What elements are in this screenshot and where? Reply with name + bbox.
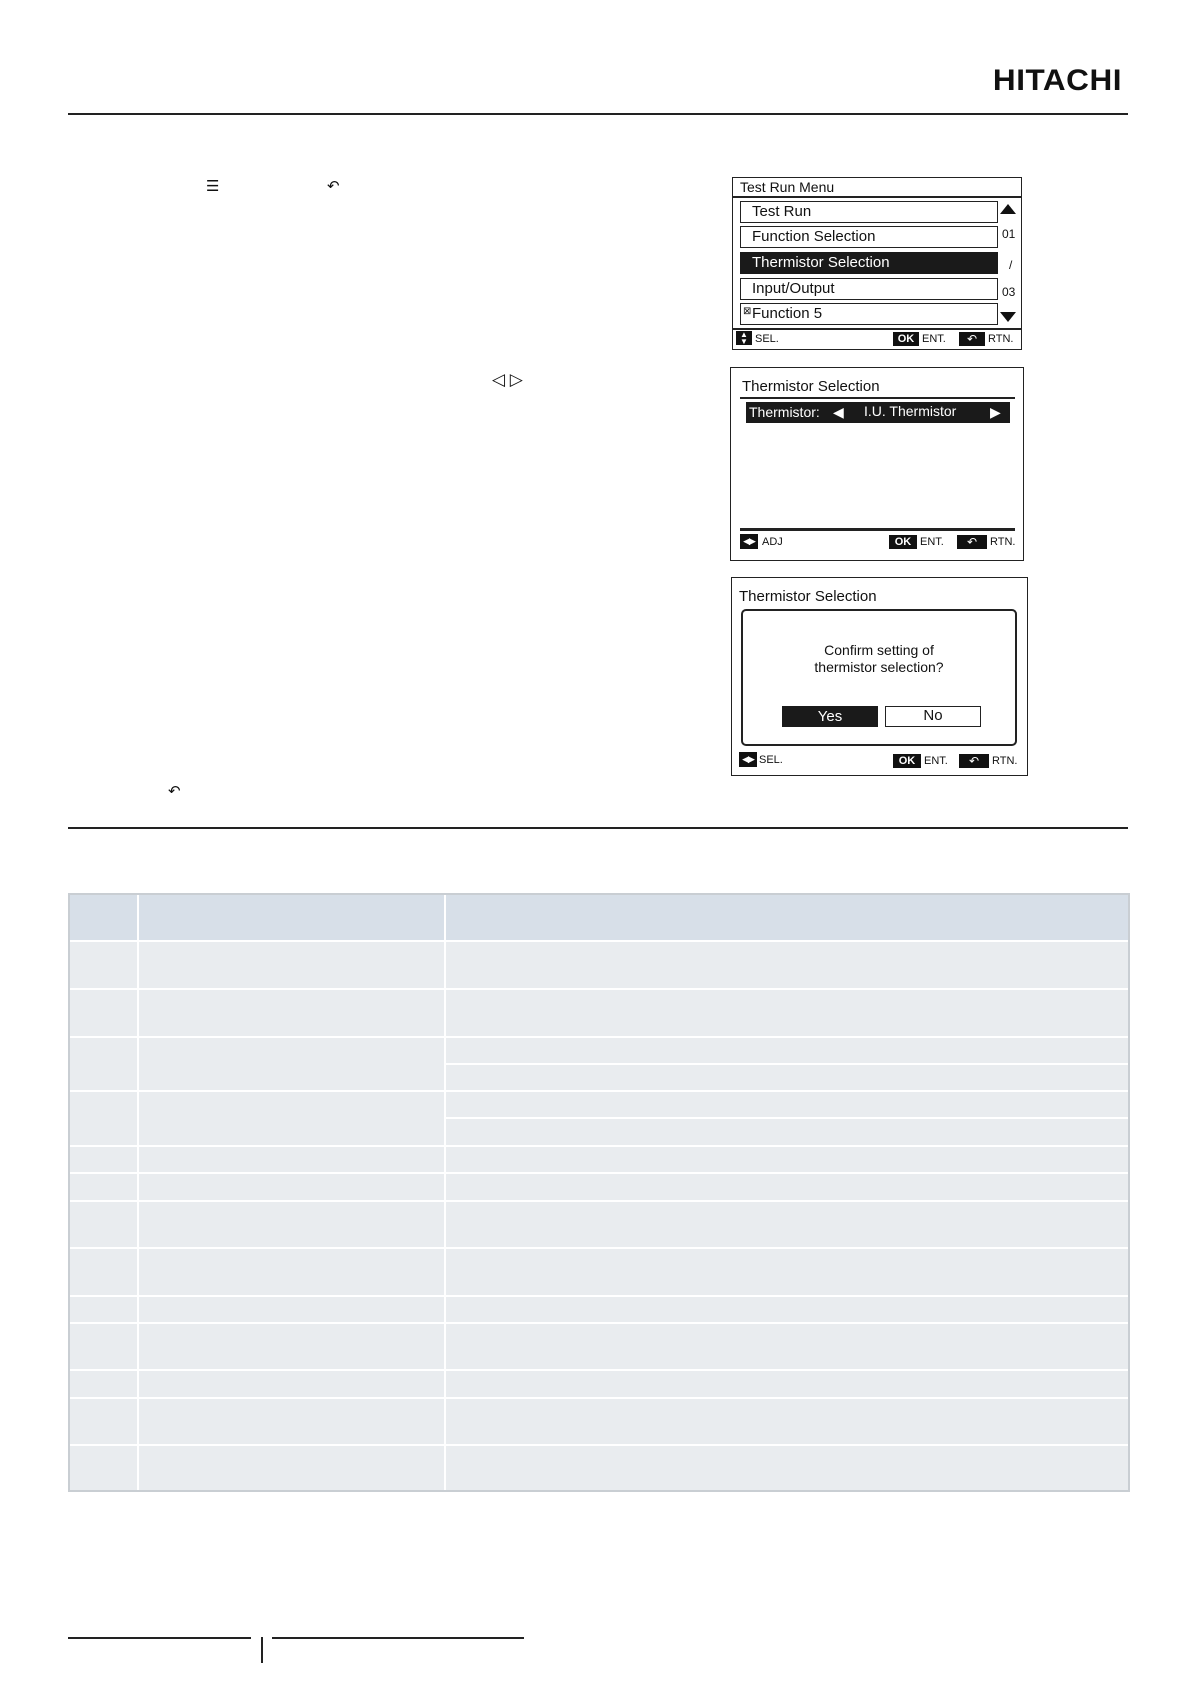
table-cell <box>138 1445 445 1492</box>
table-cell <box>138 1091 445 1146</box>
table-cell <box>445 1201 1131 1248</box>
table-cell <box>445 1248 1131 1296</box>
table-cell <box>445 1398 1131 1445</box>
screen-title: Test Run Menu <box>740 179 835 195</box>
menu-item-test-run[interactable] <box>740 201 998 223</box>
table-header-cell <box>69 894 138 941</box>
table-cell <box>69 989 138 1037</box>
section-divider <box>68 827 1128 829</box>
table-cell <box>138 1323 445 1370</box>
table-cell <box>445 1445 1131 1492</box>
next-arrow-icon[interactable]: ▶ <box>990 404 1001 420</box>
table-cell <box>138 1146 445 1173</box>
table-cell <box>445 1037 1131 1064</box>
table-cell <box>445 1146 1131 1173</box>
thermistor-selection-screen <box>730 367 1024 561</box>
footer-rule <box>740 528 1015 531</box>
brand-logo: HITACHI <box>992 64 1123 97</box>
footer-rtn: RTN. <box>988 333 1014 345</box>
return-icon: ↶ <box>327 178 340 195</box>
footer-ent: ENT. <box>920 536 944 548</box>
menu-item-function-5[interactable] <box>740 303 998 325</box>
previous-arrow-icon[interactable]: ◀ <box>833 404 844 420</box>
table-cell <box>445 989 1131 1037</box>
ok-badge: OK <box>889 535 917 549</box>
left-right-arrows-icon: ◁ ▷ <box>492 370 523 389</box>
menu-item-label: Function Selection <box>752 228 876 245</box>
table-cell <box>445 1118 1131 1146</box>
confirm-prompt-line-2: thermistor selection? <box>814 659 944 675</box>
table-cell <box>69 941 138 989</box>
ok-badge: OK <box>893 332 919 346</box>
footer-adj: ADJ <box>762 536 783 548</box>
table-cell <box>69 1296 138 1323</box>
table-cell <box>445 1173 1131 1201</box>
table-cell <box>445 1064 1131 1091</box>
table-cell <box>138 1037 445 1091</box>
return-icon: ↶ <box>957 535 987 549</box>
table-cell <box>445 941 1131 989</box>
menu-icon: ☰ <box>206 178 220 195</box>
table-cell <box>69 1323 138 1370</box>
table-cell <box>69 1370 138 1398</box>
table-row <box>69 1173 1131 1201</box>
confirm-prompt-line-1: Confirm setting of <box>824 642 934 658</box>
footer-sel: SEL. <box>755 333 779 345</box>
table-header-row <box>69 894 1131 941</box>
page-current: 01 <box>1002 227 1016 241</box>
menu-item-label: Input/Output <box>752 280 835 297</box>
table-row <box>69 1037 1131 1064</box>
menu-item-function-selection[interactable] <box>740 226 998 248</box>
table-row <box>69 1323 1131 1370</box>
table-cell <box>138 1173 445 1201</box>
footer-rule-right <box>272 1637 524 1639</box>
table-cell <box>445 1370 1131 1398</box>
menu-item-label: Function 5 <box>752 305 823 322</box>
table-row <box>69 1248 1131 1296</box>
table-row <box>69 1370 1131 1398</box>
footer-separator <box>261 1637 263 1663</box>
title-rule <box>740 397 1015 399</box>
thermistor-value: I.U. Thermistor <box>864 403 957 419</box>
menu-item-input-output[interactable] <box>740 278 998 300</box>
thermistor-table <box>68 893 1132 1493</box>
table-row <box>69 1398 1131 1445</box>
table-cell <box>69 1445 138 1492</box>
table-cell <box>138 1296 445 1323</box>
scroll-down-icon[interactable] <box>1000 312 1016 322</box>
table-cell <box>69 1146 138 1173</box>
table-cell <box>69 1091 138 1146</box>
screen-title: Thermistor Selection <box>742 378 880 395</box>
table-row <box>69 1146 1131 1173</box>
screen-title: Thermistor Selection <box>739 588 877 605</box>
footer-rtn: RTN. <box>990 536 1016 548</box>
table-cell <box>138 1201 445 1248</box>
table-cell <box>445 1091 1131 1118</box>
table-header-cell <box>445 894 1131 941</box>
table-cell <box>138 1398 445 1445</box>
table-cell <box>138 1370 445 1398</box>
left-right-icon: ◀▶ <box>739 752 757 767</box>
return-icon: ↶ <box>168 783 181 800</box>
table-cell <box>69 1173 138 1201</box>
footer-ent: ENT. <box>924 755 948 767</box>
header-divider <box>68 113 1128 115</box>
table-cell <box>138 989 445 1037</box>
table-row <box>69 989 1131 1037</box>
return-icon: ↶ <box>959 754 989 768</box>
footer-rule-left <box>68 1637 251 1639</box>
page-separator: / <box>1009 258 1013 272</box>
left-right-icon: ◀▶ <box>740 534 758 549</box>
table-cell <box>69 1398 138 1445</box>
table-cell <box>138 1248 445 1296</box>
return-icon: ↶ <box>959 332 985 346</box>
checkbox-icon: ⊠ <box>743 306 752 317</box>
yes-button[interactable]: Yes <box>782 706 878 727</box>
footer-rtn: RTN. <box>992 755 1018 767</box>
table-cell <box>69 1248 138 1296</box>
table-cell <box>138 941 445 989</box>
thermistor-selector[interactable] <box>746 402 1010 423</box>
table-header-cell <box>138 894 445 941</box>
table-cell <box>445 1323 1131 1370</box>
table-cell <box>69 1201 138 1248</box>
menu-item-label: Test Run <box>752 203 812 220</box>
confirm-dialog <box>741 609 1017 746</box>
title-rule <box>733 196 1021 198</box>
table-row <box>69 1201 1131 1248</box>
footer-rule <box>733 328 1021 330</box>
footer-sel: SEL. <box>759 754 783 766</box>
table-row <box>69 1296 1131 1323</box>
scroll-up-icon[interactable] <box>1000 204 1016 214</box>
thermistor-field-label: Thermistor: <box>749 404 820 420</box>
up-down-icon: ▲ ▼ <box>736 331 752 345</box>
no-button[interactable]: No <box>885 706 981 727</box>
table-cell <box>445 1296 1131 1323</box>
footer-ent: ENT. <box>922 333 946 345</box>
table-cell <box>69 1037 138 1091</box>
thermistor-confirm-screen <box>731 577 1028 776</box>
ok-badge: OK <box>893 754 921 768</box>
page-total: 03 <box>1002 285 1016 299</box>
table-row <box>69 1445 1131 1492</box>
menu-item-label: Thermistor Selection <box>752 254 890 271</box>
table-row <box>69 941 1131 989</box>
test-run-menu-screen <box>732 177 1022 350</box>
menu-item-thermistor-selection[interactable] <box>740 252 998 274</box>
table-row <box>69 1091 1131 1118</box>
